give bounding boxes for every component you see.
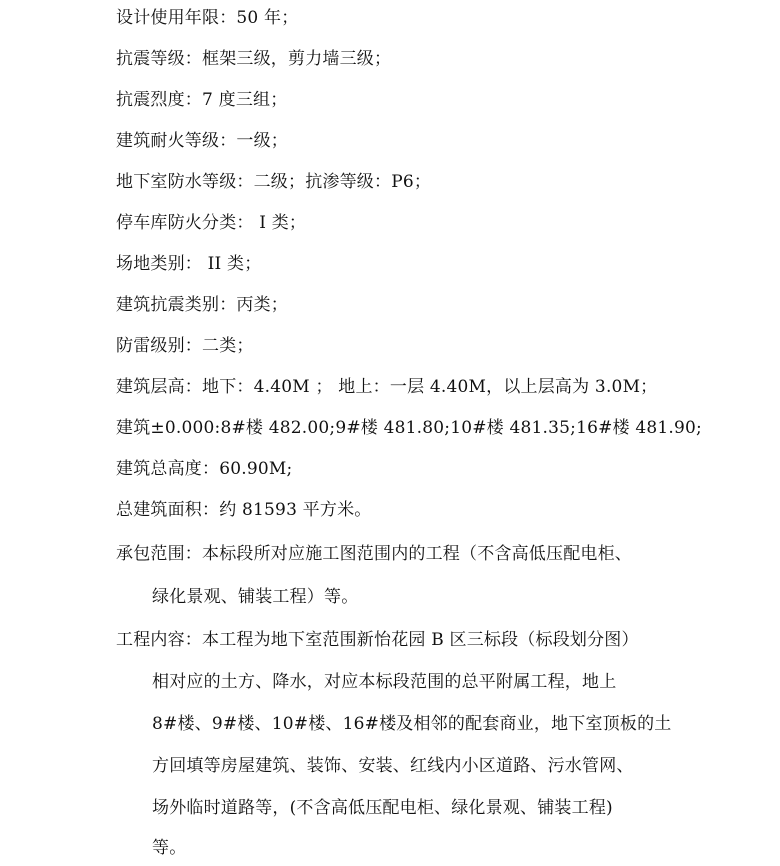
- floor-height-line: 建筑层高：地下：4.40M ； 地上：一层 4.40M，以上层高为 3.0M；: [116, 377, 658, 397]
- design-life-line: 设计使用年限：50 年；: [116, 8, 299, 28]
- work-content-continuation-4: 场外临时道路等，(不含高低压配电柜、绿化景观、铺装工程): [152, 798, 613, 818]
- seismic-category-line: 建筑抗震类别：丙类；: [116, 295, 288, 315]
- elevation-line: 建筑±0.000:8#楼 482.00;9#楼 481.80;10#楼 481.35;16#楼 481.90;: [116, 418, 702, 438]
- total-height-line: 建筑总高度：60.90M;: [116, 459, 293, 479]
- fire-resistance-line: 建筑耐火等级：一级；: [116, 131, 288, 151]
- lightning-grade-line: 防雷级别：二类；: [116, 336, 254, 356]
- work-content-continuation-3: 方回填等房屋建筑、装饰、安装、红线内小区道路、污水管网、: [152, 756, 634, 776]
- total-area-line: 总建筑面积：约 81593 平方米。: [116, 500, 372, 520]
- seismic-intensity-line: 抗震烈度：7 度三组；: [116, 90, 288, 110]
- contract-scope-line: 承包范围：本标段所对应施工图范围内的工程（不含高低压配电柜、: [116, 544, 632, 564]
- work-content-continuation-5: 等。: [152, 838, 187, 858]
- contract-scope-continuation: 绿化景观、铺装工程）等。: [152, 587, 359, 607]
- site-category-line: 场地类别： II 类；: [116, 254, 262, 274]
- work-content-line: 工程内容：本工程为地下室范围新怡花园 B 区三标段（标段划分图）: [116, 630, 639, 650]
- seismic-grade-line: 抗震等级：框架三级，剪力墙三级；: [116, 49, 392, 69]
- work-content-continuation-2: 8#楼、9#楼、10#楼、16#楼及相邻的配套商业，地下室顶板的土: [152, 714, 672, 734]
- waterproof-grade-line: 地下室防水等级：二级；抗渗等级：P6；: [116, 172, 432, 192]
- garage-fire-class-line: 停车库防火分类： I 类；: [116, 213, 307, 233]
- work-content-continuation-1: 相对应的土方、降水，对应本标段范围的总平附属工程，地上: [152, 672, 617, 692]
